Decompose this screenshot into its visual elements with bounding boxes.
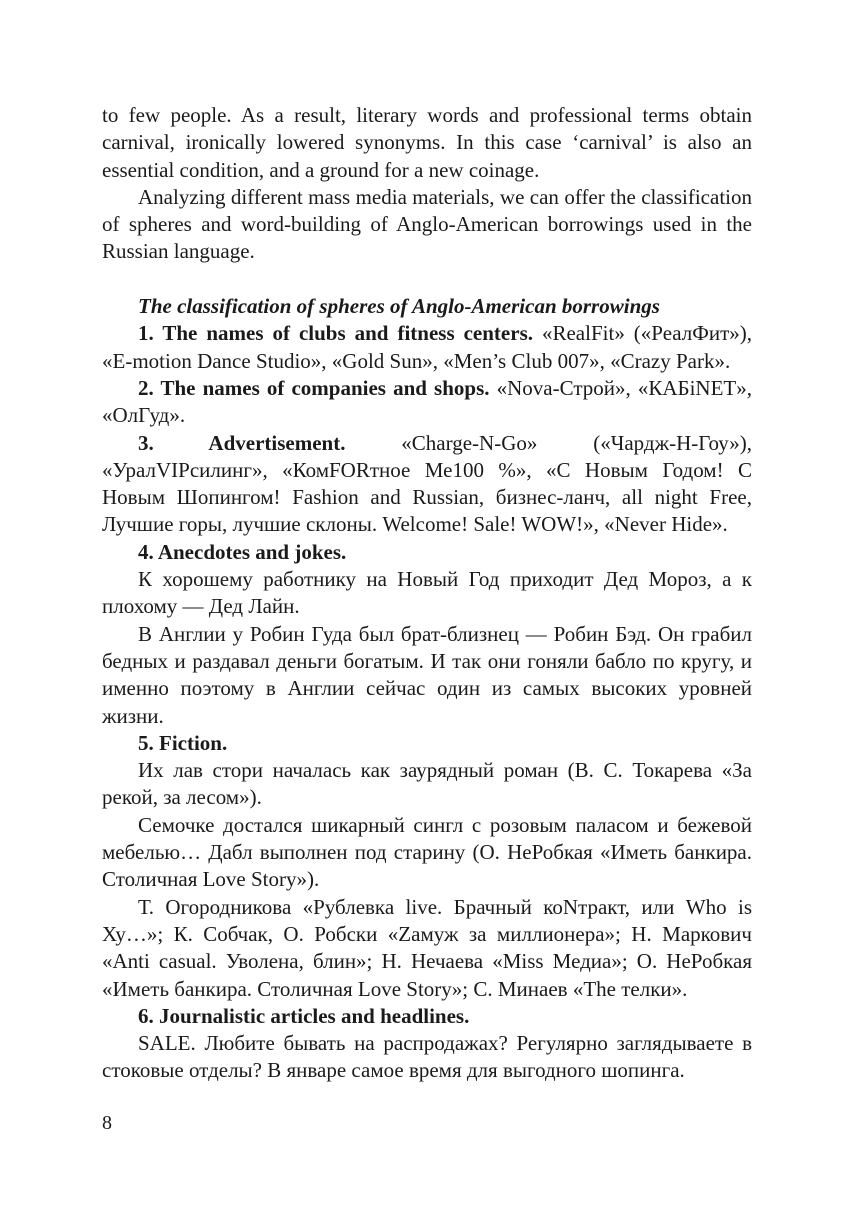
list-item-anecdotes: [102, 539, 752, 566]
journalism-paragraph: SALE. Любите бывать на распродажах? Регулярно заглядываете в стоковые отделы? В январе самое время для выгодного шопинга.: [102, 1031, 752, 1083]
item-label: 1. The names of clubs and fitness centers.: [138, 321, 533, 346]
item-label: 3. Advertisement.: [138, 430, 346, 455]
section-heading: The classification of spheres of Anglo-American borrowings: [138, 294, 660, 319]
list-item-clubs: [102, 320, 752, 375]
list-item-fiction: [102, 730, 752, 757]
list-item-journalism: [102, 1003, 752, 1030]
item-label: 4. Anecdotes and jokes.: [138, 539, 347, 564]
fiction-paragraph: Их лав стори началась как заурядный роман (В. С. Токарева «За рекой, за лесом»).: [102, 758, 752, 810]
item-text: «Nova-Строй», «КАБiNET», «ОлГуд».: [102, 375, 752, 428]
intro-paragraph-1: to few people. As a result, literary words and professional terms obtain carnival, ironically lowered synonyms. In this case ‘carnival’ is also an essential condition, and a ground for a new coinage.: [102, 103, 752, 182]
item-text: «Charge-N-Go» («Чардж-Н-Гоу»), «УралVIPсилинг», «КомFORтное Ме100 %», «С Новым Годом! С Новым Шопингом! Fashion and Russian, бизнес-ланч, all night Free, Лучшие горы, лучшие склоны. Welcome! Sale! WOW!», «Never Hide».: [102, 430, 752, 537]
list-item-companies: [102, 375, 752, 430]
fiction-paragraph: Семочке достался шикарный сингл с розовым паласом и бежевой мебелью… Дабл выполнен под старину (О. НеРобкая «Иметь банкира. Столичная Love Story»).: [102, 812, 752, 892]
item-label: 2. The names of companies and shops.: [138, 375, 490, 400]
anecdote-paragraph: К хорошему работнику на Новый Год приходит Дед Мороз, а к плохому — Дед Лайн.: [102, 567, 752, 619]
list-item-advertisement: [102, 430, 752, 539]
fiction-paragraph: Т. Огородникова «Рублевка live. Брачный коNтракт, или Who is Ху…»; К. Собчак, О. Робски «Zамуж за миллионера»; Н. Маркович «Anti casual. Уволена, блин»; Н. Нечаева «Miss Медиа»; О. НеРобкая «Иметь банкира. Столичная Love Story»; С. Минаев «The телки».: [102, 894, 752, 1001]
item-label: 6. Journalistic articles and headlines.: [138, 1003, 470, 1028]
item-text: «RealFit» («РеалФит»), «E-motion Dance Studio», «Gold Sun», «Men’s Club 007», «Crazy Park».: [102, 321, 753, 373]
anecdote-paragraph: В Англии у Робин Гуда был брат-близнец — Робин Бэд. Он грабил бедных и раздавал деньги богатым. И так они гоняли бабло по кругу, и именно поэтому в Англии сейчас один из самых высоких уровней жизни.: [102, 621, 752, 728]
page-body: [102, 102, 752, 1085]
item-label: 5. Fiction.: [138, 730, 228, 755]
page-number: 8: [102, 1112, 112, 1134]
section-spacer: [102, 266, 752, 293]
intro-paragraph-2: Analyzing different mass media materials, we can offer the classification of spheres and word-building of Anglo-American borrowings used in the Russian language.: [102, 184, 752, 264]
